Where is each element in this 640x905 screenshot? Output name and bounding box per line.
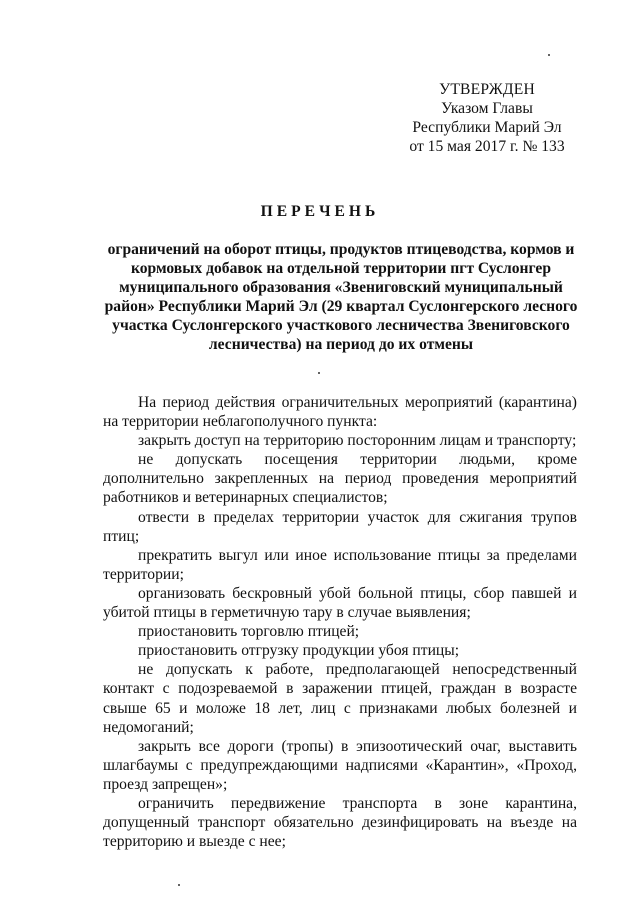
approval-block [392,80,582,156]
document-subtitle: ограничений на оборот птицы, продуктов птицеводства, кормов и кормовых добавок на отдельной территории пгт Суслонгер муниципального образования «Звениговский муниципальный район» Республики Марий Эл (29 квартал Суслонгерского лесного участка Суслонгерского участкового лесничества Звениговского лесничества) на период до их отмены [104,241,578,353]
paragraph: прекратить выгул или иное использование птицы за пределами территории; [103,546,577,583]
paragraph: закрыть все дороги (тропы) в эпизоотический очаг, выставить шлагбаумы с предупреждающими надписями «Карантин», «Проход, проезд запрещен»; [103,737,577,793]
paragraph: не допускать посещения территории людьми, кроме дополнительно закрепленных на период проведения мероприятий работников и ветеринарных специалистов; [103,451,577,507]
approval-title: УТВЕРЖДЕН [439,81,535,98]
document-body [103,393,577,851]
paragraph: На период действия ограничительных мероприятий (карантина) на территории неблагополучного пункта: [103,394,577,431]
paragraph: не допускать к работе, предполагающей непосредственный контакт с подозреваемой в заражении птицей, граждан в возрасте свыше 65 и моложе 18 лет, лиц с признаками любых болезней и недомоганий; [103,661,577,736]
scan-speck [178,884,180,886]
paragraph: приостановить отгрузку продукции убоя птицы; [138,642,460,660]
paragraph: организовать бескровный убой больной птицы, сбор павшей и убитой птицы в герметичную тару в случае выявления; [103,584,577,622]
approval-decree: Указом Главы [441,100,533,117]
scan-speck [318,372,320,374]
paragraph: ограничить передвижение транспорта в зоне карантина, допущенный транспорт обязательно дезинфицировать на въезде на территорию и выезде с нее; [103,794,577,851]
approval-date-number: от 15 мая 2017 г. № 133 [409,138,565,155]
paragraph: закрыть доступ на территорию посторонним лицам и транспорту; [138,432,577,450]
approval-republic: Республики Марий Эл [412,119,562,136]
paragraph: отвести в пределах территории участок для сжигания трупов птиц; [103,508,577,545]
scan-speck [548,54,550,56]
document-title: ПЕРЕЧЕНЬ [260,203,380,220]
paragraph: приостановить торговлю птицей; [138,623,360,641]
